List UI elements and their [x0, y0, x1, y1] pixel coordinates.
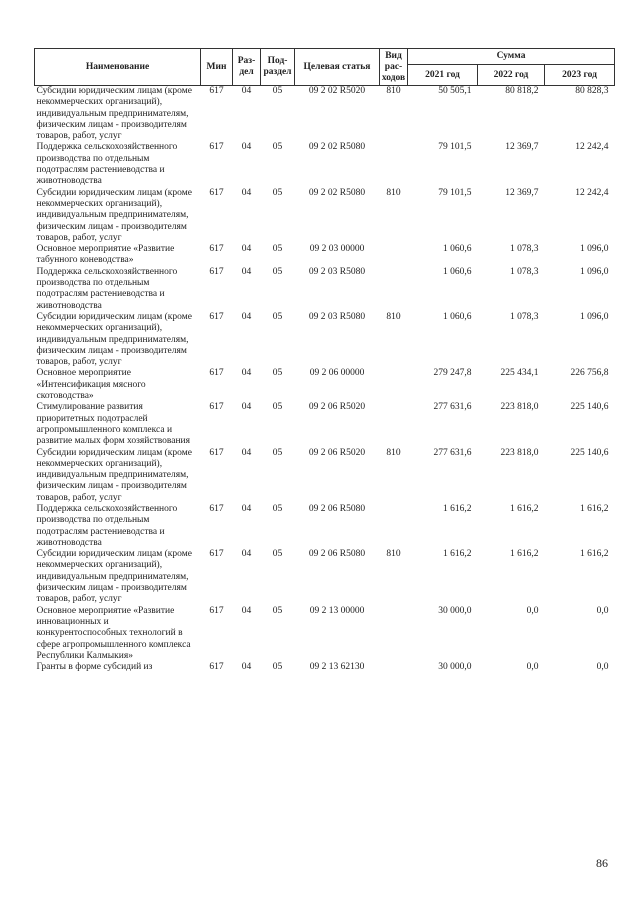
- row-name: Субсидии юридическим лицам (кроме некоммерческих организаций), индивидуальным предпринимателям, физическим лицам - производителям товаров, работ, услуг: [36, 549, 192, 605]
- row-2023: 0,0: [596, 605, 609, 616]
- row-2021: 279 247,8: [433, 368, 472, 379]
- table-row: [35, 244, 615, 267]
- row-target: 09 2 06 R5020: [308, 447, 366, 458]
- row-target: 09 2 13 00000: [309, 605, 365, 616]
- row-subsection: 05: [272, 266, 283, 277]
- row-section: 04: [241, 86, 252, 96]
- table-row: [35, 549, 615, 605]
- row-expense-type: [380, 662, 408, 673]
- page-number: 86: [596, 856, 608, 870]
- row-section: 04: [241, 549, 252, 560]
- col-header-min: Мин: [201, 49, 233, 86]
- row-section: 04: [241, 311, 252, 322]
- row-2023: 226 756,8: [570, 368, 609, 379]
- row-target: 09 2 06 R5080: [308, 549, 366, 560]
- row-2023: 80 828,3: [575, 86, 609, 96]
- row-min: 617: [209, 142, 224, 153]
- row-2021: 50 505,1: [438, 86, 472, 96]
- row-2021: 1 060,6: [443, 266, 472, 277]
- row-subsection: 05: [272, 244, 283, 255]
- row-expense-type: 810: [386, 86, 401, 96]
- row-section: 04: [241, 187, 252, 198]
- row-expense-type: [380, 368, 408, 402]
- row-2022: 225 434,1: [500, 368, 539, 379]
- row-2022: 1 078,3: [510, 266, 539, 277]
- row-2023: 0,0: [596, 662, 609, 673]
- row-name: Основное мероприятие «Интенсификация мясного скотоводства»: [36, 368, 146, 402]
- row-2022: 223 818,0: [500, 447, 539, 458]
- row-2023: 1 616,2: [580, 503, 609, 514]
- row-name: Поддержка сельскохозяйственного производства по отдельным подотраслям растениеводства и животноводства: [36, 503, 178, 548]
- table-row: [35, 188, 615, 244]
- row-2021: 79 101,5: [438, 142, 472, 153]
- row-expense-type: [380, 267, 408, 312]
- row-2023: 1 096,0: [580, 311, 609, 322]
- budget-table: [34, 48, 615, 673]
- row-name: Гранты в форме субсидий из: [36, 662, 153, 673]
- table-row: [35, 86, 615, 143]
- row-section: 04: [241, 503, 252, 514]
- table-row: [35, 448, 615, 504]
- row-section: 04: [241, 142, 252, 153]
- row-section: 04: [241, 368, 252, 379]
- table-row: [35, 402, 615, 447]
- row-expense-type: [380, 402, 408, 447]
- row-expense-type: 810: [386, 187, 401, 198]
- row-name: Субсидии юридическим лицам (кроме некоммерческих организаций), индивидуальным предпринимателям, физическим лицам - производителям товаров, работ, услуг: [36, 447, 192, 503]
- row-name: Основное мероприятие «Развитие табунного коневодства»: [36, 244, 175, 266]
- row-expense-type: 810: [386, 549, 401, 560]
- col-header-sum: Сумма: [408, 49, 615, 65]
- row-target: 09 2 06 R5080: [308, 503, 366, 514]
- col-header-section: Раз-дел: [233, 49, 261, 86]
- table-row: [35, 504, 615, 549]
- row-2021: 1 060,6: [443, 244, 472, 255]
- row-target: 09 2 03 R5080: [308, 266, 366, 277]
- row-2022: 1 616,2: [510, 549, 539, 560]
- row-expense-type: 810: [386, 447, 401, 458]
- row-2021: 1 616,2: [443, 549, 472, 560]
- row-section: 04: [241, 447, 252, 458]
- row-subsection: 05: [272, 311, 283, 322]
- row-expense-type: 810: [386, 311, 401, 322]
- budget-table-sheet: [34, 48, 614, 673]
- row-2022: 0,0: [526, 605, 539, 616]
- row-2022: 0,0: [526, 662, 539, 673]
- col-header-target: Целевая статья: [295, 49, 380, 86]
- row-name: Субсидии юридическим лицам (кроме некоммерческих организаций), индивидуальным предпринимателям, физическим лицам - производителям товаров, работ, услуг: [36, 86, 192, 142]
- row-2021: 30 000,0: [438, 605, 472, 616]
- row-2023: 1 616,2: [580, 549, 609, 560]
- row-name: Субсидии юридическим лицам (кроме некоммерческих организаций), индивидуальным предпринимателям, физическим лицам - производителям товаров, работ, услуг: [36, 187, 192, 243]
- table-row: [35, 312, 615, 368]
- row-subsection: 05: [272, 605, 283, 616]
- row-min: 617: [209, 402, 224, 413]
- row-min: 617: [209, 549, 224, 560]
- table-row: [35, 368, 615, 402]
- row-section: 04: [241, 662, 252, 673]
- row-target: 09 2 02 R5020: [308, 86, 366, 96]
- row-2021: 30 000,0: [438, 662, 472, 673]
- row-min: 617: [209, 266, 224, 277]
- row-2022: 80 818,2: [505, 86, 539, 96]
- row-2022: 1 078,3: [510, 311, 539, 322]
- table-row: [35, 662, 615, 673]
- row-2023: 1 096,0: [580, 244, 609, 255]
- row-expense-type: [380, 142, 408, 187]
- row-2021: 1 060,6: [443, 311, 472, 322]
- row-target: 09 2 06 00000: [309, 368, 365, 379]
- row-target: 09 2 03 R5080: [308, 311, 366, 322]
- row-min: 617: [209, 662, 224, 673]
- col-header-expense-type: Вид рас-ходов: [380, 49, 408, 86]
- row-subsection: 05: [272, 142, 283, 153]
- row-min: 617: [209, 244, 224, 255]
- row-target: 09 2 02 R5080: [308, 142, 366, 153]
- row-2022: 1 078,3: [510, 244, 539, 255]
- row-expense-type: [380, 244, 408, 267]
- row-subsection: 05: [272, 402, 283, 413]
- row-name: Поддержка сельскохозяйственного производства по отдельным подотраслям растениеводства и животноводства: [36, 266, 178, 311]
- row-2021: 277 631,6: [433, 447, 472, 458]
- row-subsection: 05: [272, 447, 283, 458]
- row-2022: 12 369,7: [505, 187, 539, 198]
- col-header-2022: 2022 год: [478, 65, 545, 86]
- row-2023: 225 140,6: [570, 402, 609, 413]
- row-subsection: 05: [272, 549, 283, 560]
- row-2022: 1 616,2: [510, 503, 539, 514]
- col-header-subsection: Под-раздел: [261, 49, 295, 86]
- row-2023: 12 242,4: [575, 187, 609, 198]
- row-2021: 79 101,5: [438, 187, 472, 198]
- row-target: 09 2 06 R5020: [308, 402, 366, 413]
- row-target: 09 2 03 00000: [309, 244, 365, 255]
- row-section: 04: [241, 266, 252, 277]
- row-name: Субсидии юридическим лицам (кроме некоммерческих организаций), индивидуальным предпринимателям, физическим лицам - производителям товаров, работ, услуг: [36, 311, 192, 368]
- row-2023: 1 096,0: [580, 266, 609, 277]
- row-min: 617: [209, 86, 224, 96]
- table-row: [35, 267, 615, 312]
- row-target: 09 2 13 62130: [309, 662, 365, 673]
- row-expense-type: [380, 606, 408, 662]
- row-min: 617: [209, 605, 224, 616]
- table-row: [35, 142, 615, 187]
- row-subsection: 05: [272, 503, 283, 514]
- row-2022: 12 369,7: [505, 142, 539, 153]
- row-subsection: 05: [272, 86, 283, 96]
- row-2023: 12 242,4: [575, 142, 609, 153]
- col-header-2021: 2021 год: [408, 65, 478, 86]
- row-2021: 1 616,2: [443, 503, 472, 514]
- table-row: [35, 606, 615, 662]
- col-header-name: Наименование: [35, 49, 201, 86]
- row-2023: 225 140,6: [570, 447, 609, 458]
- row-subsection: 05: [272, 368, 283, 379]
- row-2022: 223 818,0: [500, 402, 539, 413]
- row-section: 04: [241, 244, 252, 255]
- row-name: Стимулирование развития приоритетных подотраслей агропромышленного комплекса и развитие малых форм хозяйствования: [36, 402, 191, 447]
- row-subsection: 05: [272, 662, 283, 673]
- row-min: 617: [209, 368, 224, 379]
- row-name: Поддержка сельскохозяйственного производства по отдельным подотраслям растениеводства и животноводства: [36, 142, 178, 187]
- row-section: 04: [241, 605, 252, 616]
- col-header-2023: 2023 год: [545, 65, 615, 86]
- row-min: 617: [209, 311, 224, 322]
- row-target: 09 2 02 R5080: [308, 187, 366, 198]
- row-min: 617: [209, 447, 224, 458]
- row-min: 617: [209, 503, 224, 514]
- row-expense-type: [380, 504, 408, 549]
- row-name: Основное мероприятие «Развитие инновационных и конкурентоспособных технологий в сфере агропромышленного комплекса Республики Калмыкия»: [36, 605, 191, 661]
- row-subsection: 05: [272, 187, 283, 198]
- row-2021: 277 631,6: [433, 402, 472, 413]
- row-min: 617: [209, 187, 224, 198]
- row-section: 04: [241, 402, 252, 413]
